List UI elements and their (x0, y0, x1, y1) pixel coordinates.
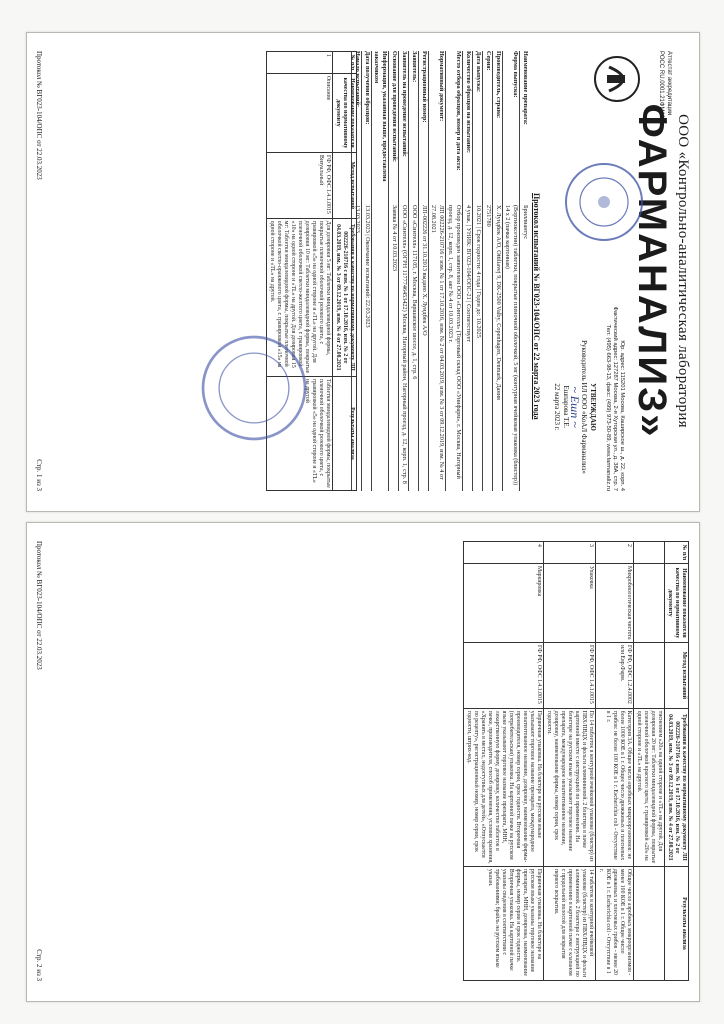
info-label: Дата получения образцов: (364, 51, 371, 125)
protocol-page-1 (26, 32, 700, 512)
page-1-content (27, 33, 699, 511)
info-value: ООО «Синтелл» 117105, г. Москва, Варшавское шоссе, д. 1, стр. 6 (411, 205, 418, 380)
footer-protocol-id: Протокол № ВГ023-104/ОПС от 22.03.2023 (35, 541, 43, 670)
info-row (428, 51, 445, 491)
column-header: № п/п (333, 52, 357, 74)
info-label: Наименование препарата: (522, 51, 529, 125)
column-header: Метод испытаний (333, 152, 357, 218)
approval-name: Ешпарова Т.Е. (562, 385, 570, 429)
address-line: Фактический адрес: 127287 Москва, 2-я Хуторская ул., д. 38А, стр. 7 (612, 306, 618, 491)
info-value: ООО «Синтелл» (ОГРН 1177746453422) Москва, Нагорный район, Нагорный проезд, д. 12, корп. 1, стр. 8 (401, 205, 408, 484)
info-value: (Вортиоксетин) таблетки, покрытые пленочной оболочкой, 5 мг (контурная ячейковая упаковка (блистер)) 14 х 2 (пачка картонная) (504, 205, 519, 486)
protocol-page-2 (26, 522, 700, 1002)
column-header: Метод испытаний (665, 642, 689, 708)
table-cell-name: Микробиологическая чистота (596, 563, 634, 642)
protocol-title: Протокол испытаний № ВГ023-104/ОПС от 22 марта 2023 года (532, 193, 541, 420)
accreditation-block (657, 51, 673, 141)
results-table-continued (463, 541, 689, 981)
info-label: Начало испытаний: (354, 51, 361, 108)
table-cell-n: 2 (596, 542, 634, 564)
info-value: Заявка № 4 от 10.03.2023 (391, 205, 398, 272)
info-label: Форма выпуска: (512, 51, 519, 98)
brand-name: ФАРМАНАЛИЗ» (630, 103, 674, 439)
table-cell-result (634, 866, 665, 980)
table-row (634, 542, 665, 981)
info-label: Производитель, страна: (495, 51, 502, 119)
table-cell-name: Маркировка (464, 563, 544, 642)
column-header: Результаты анализа (333, 376, 357, 490)
column-header: Требования к качеству по нормативному документу ЛП 002226-210716 с изм. № 1 от 17.10.2016, изм. № 2 от 04.03.2019, изм. № 3 от 09.12.2019, изм. № 4 от 27.08.2021 (333, 218, 357, 376)
table-cell-req: Первичная упаковка. На блистере на русском языке указывают торговое название препарата, международное непатентованное название, дозировку, наименование фирмы-производителя, номер серии, срок годности. Вторичная (потребительская) упаковка. На картонной пачке на русском языке указывают торговое название препарата, МНН, лекарственную форму, дозировку, количество таблеток в пачке, производителя, способ применения, условия хранения, «Хранить в местах, недоступных для детей», «Отпускается по рецепту», регистрационный номер, номер серии, срок годности, штрих-код. (464, 708, 544, 866)
info-value (372, 205, 388, 491)
info-value: 13.03.2023 (354, 205, 361, 233)
address-block (604, 261, 625, 491)
info-value: 13.03.2023 | Окончание испытаний: 22.03.2023 (364, 205, 371, 328)
info-value: Х. Лундбек А/О, Ottiliavej 9, DK-2500 Valby, Copenhagen, Denmark, Дания (495, 205, 502, 400)
address-line: Тел: (495) 663-98-13, факс: (499) 973-50-89, www.farmanaliz.ru (605, 324, 611, 491)
info-value: Отбор произведен заявителем ООО «Синтелл» (Торговый склад ООО «Унифарм», г. Москва, Нагорный проезд, д. 12, корп. 1, стр. 8, акт № 4 от 10.03.2023 г. (447, 205, 462, 479)
sample-info (351, 51, 529, 491)
info-row (462, 51, 472, 491)
info-row (445, 51, 462, 491)
table-cell-n: 1 (267, 52, 333, 74)
info-value: Бриллиантус (522, 205, 529, 239)
column-header: Наименование показателя качества по нормативному документу (665, 563, 689, 642)
approval-role: Руководитель ИЛ ООО «КоАЛ Фарманализ» (580, 340, 588, 474)
org-name: ООО «Контрольно-аналитическая лаборатория (675, 114, 691, 428)
approval-block (552, 327, 597, 487)
accreditation-number: РОСС RU.0001.21ФМ12 (658, 51, 664, 119)
table-cell-method: ГФ РФ, ОФС 1.4.1.0015 Визуальный (267, 152, 333, 218)
info-label: Основание для проведения испытаний: (391, 51, 398, 162)
info-label: Заявитель: (411, 51, 418, 83)
info-row (492, 51, 502, 491)
signature: ~ Ешп ~ (568, 386, 582, 428)
stamp-icon (199, 333, 309, 443)
footer-page-number: Стр. 1 из 3 (35, 459, 43, 491)
table-cell-result: 14 таблеток в контурной ячейковой упаковке (блистер) из ПВХ/ПВДХ и фольги алюминиевой. 2 блистера с инструкцией по применению в картонной пачке с клапаном с продольной полосой для вскрытия первого вскрытия. (544, 866, 596, 980)
info-label: Информация, указанная выше, предоставлена заказчиком (373, 51, 388, 182)
round-stamp-icon (563, 161, 645, 243)
column-header: Результаты анализа (665, 866, 689, 980)
info-row (502, 51, 519, 491)
info-label: Количество образцов на испытание: (465, 51, 472, 153)
lab-logo-icon (591, 53, 643, 105)
info-row (408, 51, 418, 491)
table-cell-n: 4 (464, 542, 544, 564)
table-cell-n: 3 (544, 542, 596, 564)
column-header: Наименование показателя качества по нормативному документу (333, 73, 357, 152)
table-cell-method (634, 642, 665, 708)
table-cell-result: Первичная упаковка. На блистере на русском языке указаны торговое название препарата, МНН, дозировка, наименование фирмы, номер серии и срок годности. Вторичная упаковка. На картонной пачке указаны сведения в соответствии с требованиями; брайль на русском языке указан. (464, 866, 544, 980)
table-cell-method: ГФ РФ, ОФС 1.4.1.0015 (464, 642, 544, 708)
table-cell-req: Для дозировки 5 мг: Таблетки миндалевидной формы, покрытые пленочной оболочкой розового цвета, с гравировкой «5» на одной стороне и «TL» на другой. Для дозировки 10 мг: Таблетки миндалевидной формы, покрытые пленочной оболочкой светло-желтого цвета, с гравировкой «10» на одной стороне и «TL» на другой. Для дозировки 15 мг: Таблетки миндалевидной формы, покрытые пленочной оболочкой светло-оранжевого цвета, с гравировкой «15» на одной стороне и «TL» на другой. (267, 218, 333, 376)
letterhead (541, 51, 691, 491)
info-row (482, 51, 492, 491)
info-row (388, 51, 398, 491)
info-label: Дата выпуска: (475, 51, 482, 92)
table-header-row (333, 52, 357, 491)
table-cell-n (634, 542, 665, 564)
info-value: 4 упак. | УНИК: ВГ023-104/ОПС-21 | Соответствует (465, 205, 472, 343)
table-cell-method: ГФ РФ, ОФС 1.4.1.0015 (544, 642, 596, 708)
column-header: Требования к качеству по нормативному документу ЛП 002226-210716 с изм. № 1 от 17.10.2016, изм. № 2 от 04.03.2019, изм. № 3 от 09.12.2019, изм. № 4 от 27.08.2021 (665, 708, 689, 866)
table-cell-req: По 14 таблеток в контурной ячейковой упаковке (блистер) из ПВХ/ПВДХ и фольги алюминиевой. 2 блистера в пачке картонной вместе с инструкцией по применению. На блистере на русском языке указывают торговое название препарата, международное непатентованное название, дозировку, наименование фирмы, номер серии, срок годности. (544, 708, 596, 866)
info-row (519, 51, 529, 491)
info-value: ЛП 002226-210716 с изм. № 1 от 17.10.2016, изм. № 2 от 04.03.2019, изм. № 3 от 09.12.2019, изм. № 4 от 27.08.2021 (430, 205, 445, 480)
info-value: ЛП-002226 от 31.10.2013 выдано Х. Лундбек А/О (421, 205, 428, 336)
info-value: 2751780 (485, 205, 492, 227)
footer-page-number: Стр. 2 из 3 (35, 949, 43, 981)
info-row (472, 51, 482, 491)
table-cell-result: Общее число аэробных микроорганизмов - менее 100 КОЕ в 1 г. Общее число дрожжевых и плесневых грибов - менее 20 КОЕ в 1 г. Escherichia coli - Отсутствие в 1 г. (596, 866, 634, 980)
info-value: 10.2021 | Срок годности: 4 года | Годен до: 10.2025 (475, 205, 482, 338)
address-line: Юр. адрес: 115201 Москва, Каширское ш., д. 22, корп. 4 (619, 340, 625, 491)
info-label: Серия: (485, 51, 492, 71)
table-cell-method: ГФ РФ, ОФС 1.2.4.0002 или Евр.Фарм. (596, 642, 634, 708)
info-label: Заявитель на проведение испытаний: (401, 51, 408, 157)
table-cell-result: Таблетки миндалевидной формы, покрытые пленочной оболочкой розового цвета, с гравировкой «5» на одной стороне и «TL» на другой (267, 376, 333, 490)
accreditation-label: Аттестат аккредитации (666, 51, 672, 116)
info-label: Нормативный документ: (438, 51, 445, 122)
approval-date: 22 марта 2023 г. (553, 383, 561, 431)
info-label: Регистрационный номер: (421, 51, 428, 123)
table-cell-req: Категория 3А. Общее число аэробных микроорганизмов: не более 1000 КОЕ в 1 г. Общее число дрожжевых и плесневых грибов: не более 100 КОЕ в 1 г. Escherichia coli - Отсутствие в 1 г. (596, 708, 634, 866)
info-row (398, 51, 408, 491)
table-cell-name (634, 563, 665, 642)
table-cell-req: тиснением «20» на одной стороне и «TL» на другой. Для дозировки 20 мг: Таблетки миндалевидной формы, покрытые пленочной оболочкой красного цвета, с гравировкой «20» на одной стороне и «TL» на другой. (634, 708, 665, 866)
table-row (464, 542, 544, 981)
approval-title: УТВЕРЖДАЮ (589, 383, 597, 431)
info-row (371, 51, 388, 491)
table-cell-name: Описание (267, 73, 333, 152)
column-header: № п/п (665, 542, 689, 564)
table-cell-name: Упаковка (544, 563, 596, 642)
footer-protocol-id: Протокол № ВГ023-104/ОПС от 22.03.2023 (35, 51, 43, 180)
page-2-content (27, 523, 699, 1001)
table-header-row (665, 542, 689, 981)
page-footer (35, 51, 43, 491)
info-row (418, 51, 428, 491)
page-footer (35, 541, 43, 981)
info-row (361, 51, 371, 491)
table-row (596, 542, 634, 981)
info-label: Место отбора образцов, номер и дата акта: (455, 51, 462, 171)
table-row (544, 542, 596, 981)
